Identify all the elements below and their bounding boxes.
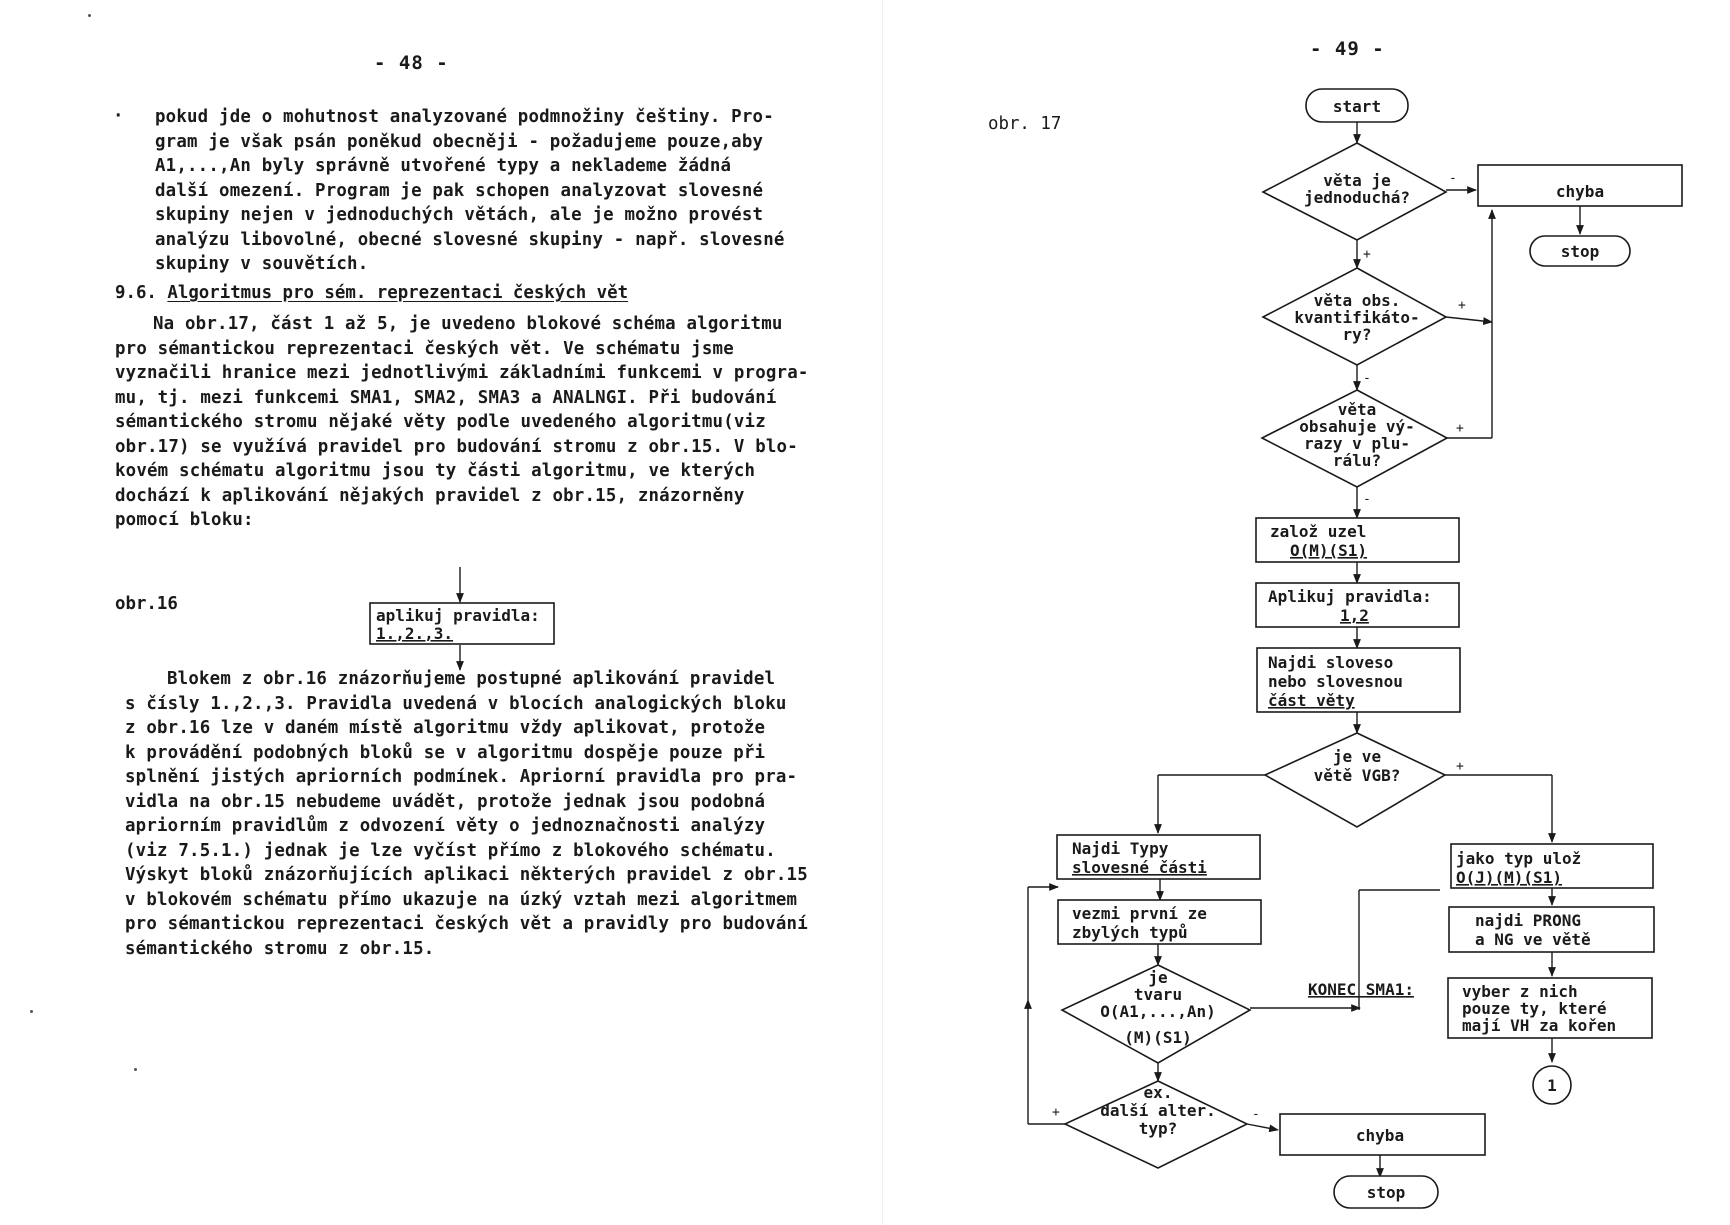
process-find-types-line1: Najdi Typy: [1072, 839, 1169, 858]
process-select-vh-line2: pouze ty, které: [1462, 999, 1607, 1018]
figure-17-label: obr. 17: [988, 114, 1062, 134]
text-line: pro sémantickou reprezentaci českých vět a pravidly pro budování: [125, 914, 808, 934]
text-line: (viz 7.5.1.) jednak je lze vyčíst přímo z blokového schématu.: [125, 840, 776, 861]
text-line: vyznačili hranice mezi jednotlivými základními funkcemi v progra-: [115, 363, 809, 383]
text-line: další omezení. Program je pak schopen analyzovat slovesné: [155, 180, 764, 201]
process-apply-rules-line1: Aplikuj pravidla:: [1268, 587, 1432, 606]
text-line: pro sémantickou reprezentaci českých vět. Ve schématu jsme: [115, 338, 734, 359]
decision-form-line1: je: [1148, 968, 1168, 987]
process-take-first-type-line2: zbylých typů: [1072, 923, 1188, 942]
process-store-type-line1: jako typ ulož: [1456, 849, 1582, 868]
decision-quantifiers-line2: kvantifikáto-: [1294, 308, 1420, 327]
bullet-mark: ·: [113, 106, 124, 126]
process-find-verb-line3: část věty: [1268, 691, 1355, 710]
text-line: skupiny nejen v jednoduchých větách, ale je možno provést: [155, 205, 764, 225]
text-line: Výskyt bloků znázorňujících aplikaci některých pravidel z obr.15: [125, 865, 808, 885]
sign-alt-no: -: [1252, 1107, 1260, 1122]
decision-form-line4: (M)(S1): [1124, 1028, 1192, 1047]
decision-form-line3: O(A1,...,An): [1100, 1002, 1216, 1021]
decision-plural-line4: rálu?: [1332, 451, 1382, 470]
text-line: apriorním pravidlům z odvození věty o jednoznačnosti analýzy: [125, 816, 766, 836]
process-store-type-line2: O(J)(M)(S1): [1456, 868, 1562, 887]
text-line: v blokovém schématu přímo ukazuje na úzký vztah mezi algoritmem: [125, 889, 798, 910]
decision-alternative-type-line2: další alter.: [1100, 1101, 1216, 1120]
decision-quantifiers-line3: ry?: [1342, 325, 1372, 344]
decision-simple-sentence-line2: jednoduchá?: [1304, 188, 1410, 207]
decision-plural-line2: obsahuje vý-: [1299, 417, 1415, 436]
text-line: pokud jde o mohutnost analyzované podmnožiny češtiny. Pro-: [155, 107, 774, 127]
page-number-right: - 49 -: [1310, 38, 1385, 60]
decision-plural-line3: razy v plu-: [1304, 434, 1410, 453]
sign-alt-yes: +: [1052, 1105, 1060, 1120]
text-line: vidla na obr.15 nebudeme uvádět, protože jednak jsou podobná: [125, 791, 766, 812]
text-line: kovém schématu algoritmu jsou ty části algoritmu, ve kterých: [115, 461, 756, 481]
fig16-box-line2: 1.,2.,3.: [376, 624, 454, 643]
section-title: Algoritmus pro sém. reprezentaci českých vět: [167, 283, 629, 303]
sign-plural-no: -: [1363, 492, 1371, 507]
decision-alternative-type-line3: typ?: [1138, 1119, 1178, 1138]
text-line: pomocí bloku:: [115, 510, 254, 530]
connector-1-label: 1: [1547, 1076, 1557, 1095]
process-find-prong-line1: najdi PRONG: [1475, 911, 1581, 930]
text-line: splnění jistých apriorních podmínek. Apriorní pravidla pro pra-: [125, 767, 798, 787]
decision-vgb-line1: je ve: [1332, 747, 1382, 766]
process-create-node-line1: založ uzel: [1270, 522, 1367, 541]
text-line: Na obr.17, část 1 až 5, je uvedeno blokové schéma algoritmu: [153, 314, 783, 334]
process-find-verb-line2: nebo slovesnou: [1268, 672, 1403, 691]
process-select-vh-line1: vyber z nich: [1462, 982, 1578, 1001]
stop-bottom-label: stop: [1366, 1183, 1406, 1202]
end-sma1-label: KONEC SMA1:: [1308, 980, 1414, 999]
process-select-vh-line3: mají VH za kořen: [1462, 1016, 1617, 1035]
text-line: analýzu libovolné, obecné slovesné skupiny - např. slovesné: [155, 229, 785, 250]
decision-quantifiers-line1: věta obs.: [1313, 291, 1401, 310]
text-line: k provádění podobných bloků se v algoritmu dospěje pouze při: [125, 742, 766, 763]
figure-16-label: obr.16: [115, 594, 178, 614]
text-line: obr.17) se využívá pravidel pro budování stromu z obr.15. V blo-: [115, 436, 798, 457]
decision-form-line2: tvaru: [1133, 985, 1183, 1004]
text-line: A1,...,An byly správně utvořené typy a neklademe žádná: [155, 156, 732, 176]
sign-vgb-yes: +: [1456, 759, 1464, 774]
sign-simple-yes: +: [1363, 247, 1371, 262]
text-line: sémantického stromu z obr.15.: [125, 938, 435, 959]
text-line: mu, tj. mezi funkcemi SMA1, SMA2, SMA3 a ANALNGI. Při budování: [115, 387, 777, 408]
start-label: start: [1332, 97, 1382, 116]
error-box-top-label: chyba: [1555, 182, 1605, 201]
sign-quant-yes: +: [1458, 298, 1466, 313]
decision-simple-sentence-line1: věta je: [1323, 171, 1391, 190]
process-apply-rules-line2: 1,2: [1340, 606, 1369, 625]
stop-top-label: stop: [1560, 242, 1600, 261]
section-number: 9.6.: [115, 283, 157, 303]
text-line: z obr.16 lze v daném místě algoritmu vždy aplikovat, protože: [125, 718, 766, 738]
decision-plural-line1: věta: [1337, 400, 1377, 419]
page-number-left: - 48 -: [374, 52, 449, 74]
sign-quant-no: -: [1363, 371, 1371, 386]
process-create-node-line2: O(M)(S1): [1290, 541, 1368, 560]
sign-simple-no: -: [1449, 171, 1457, 186]
text-line: dochází k aplikování nějakých pravidel z obr.15, znázorněny: [115, 485, 745, 506]
text-line: gram je však psán poněkud obecněji - požadujeme pouze,aby: [155, 131, 764, 152]
decision-vgb-line2: větě VGB?: [1313, 766, 1401, 785]
sign-plural-yes: +: [1456, 421, 1464, 436]
text-line: s čísly 1.,2.,3. Pravidla uvedená v blocích analogických bloku: [125, 693, 787, 714]
text-line: sémantického stromu nějaké věty podle uvedeného algoritmu(viz: [115, 412, 766, 432]
fig16-box-line1: aplikuj pravidla:: [376, 606, 540, 625]
process-find-types-line2: slovesné části: [1072, 858, 1207, 877]
process-find-prong-line2: a NG ve větě: [1475, 930, 1591, 949]
text-line: skupiny v souvětích.: [155, 254, 369, 274]
process-take-first-type-line1: vezmi první ze: [1072, 904, 1207, 923]
decision-alternative-type-line1: ex.: [1143, 1083, 1173, 1102]
text-line: Blokem z obr.16 znázorňujeme postupné aplikování pravidel: [167, 669, 776, 689]
process-find-verb-line1: Najdi sloveso: [1268, 653, 1394, 672]
error-box-bottom-label: chyba: [1355, 1126, 1405, 1145]
